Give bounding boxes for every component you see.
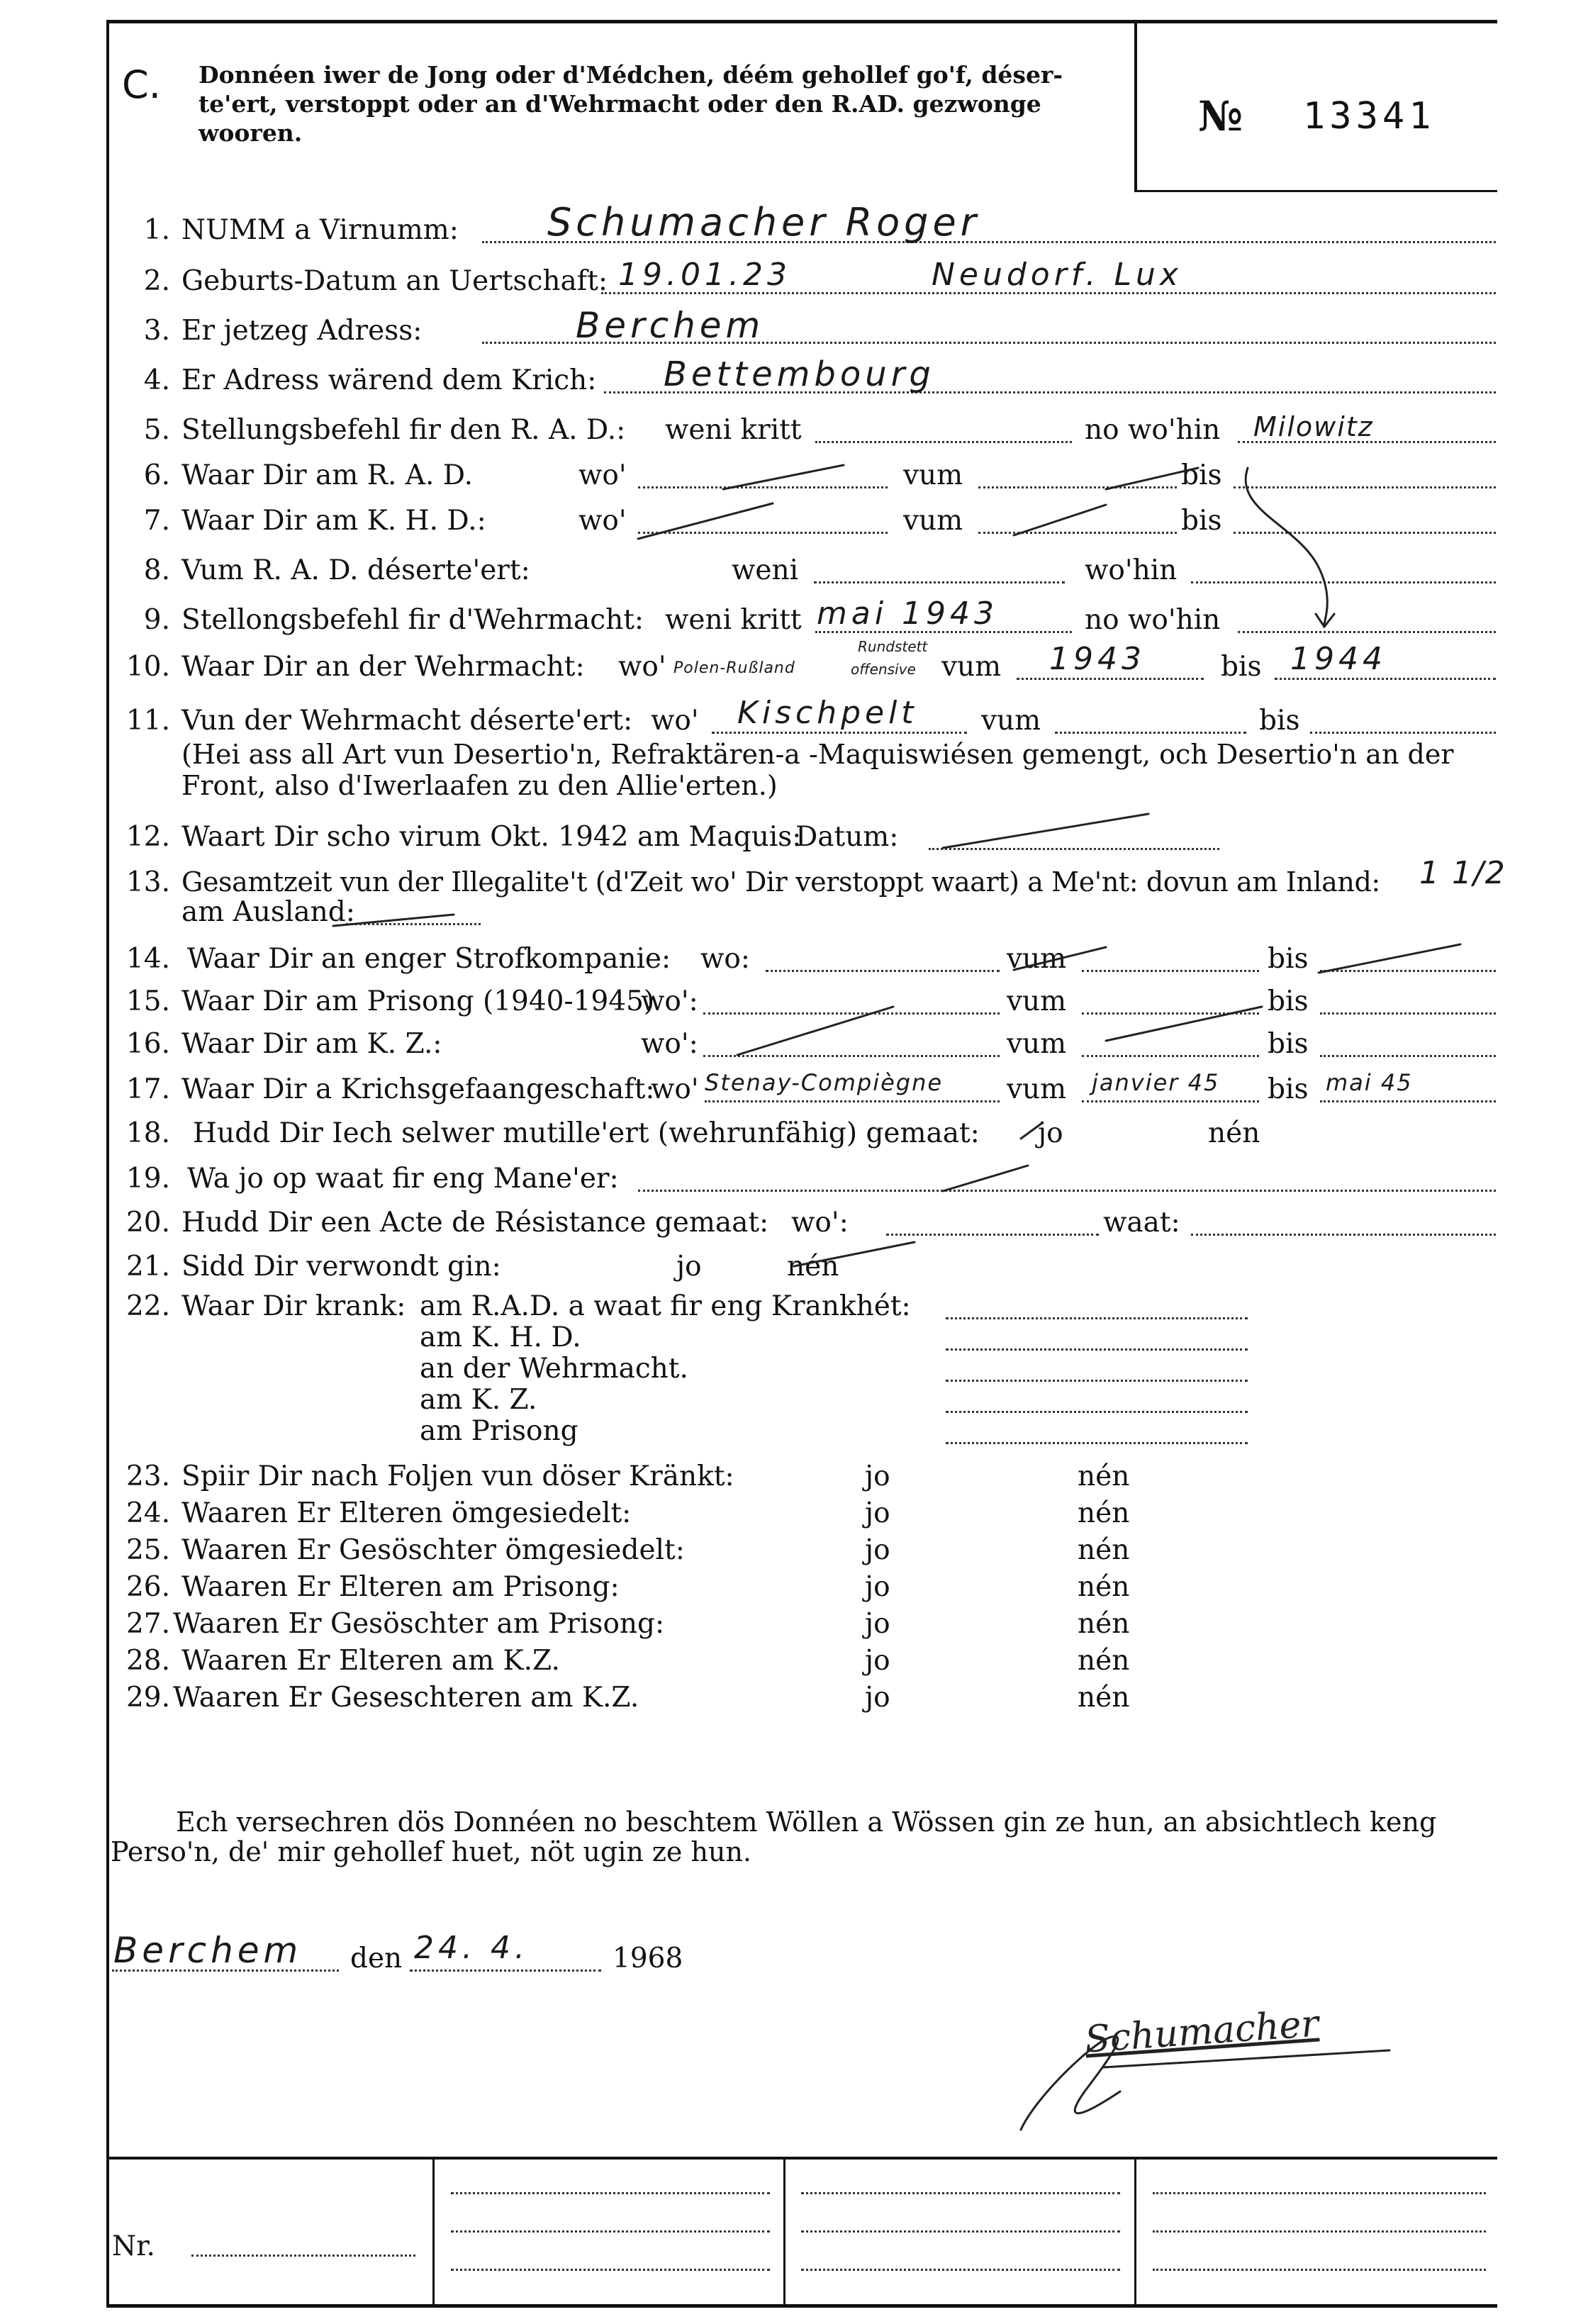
field-16-label: Waar Dir am K. Z.: xyxy=(181,1028,442,1060)
field-13-label: Gesamtzeit vun der Illegalite't (d'Zeit wo' Dir verstoppt waart) a Me'nt: dovun am Inland: xyxy=(181,866,1380,898)
field-6-bis: bis xyxy=(1181,459,1222,491)
field-9-weni: weni kritt xyxy=(665,604,802,636)
yesno-label: Waaren Er Elteren am K.Z. xyxy=(181,1645,560,1677)
field-22-sub-2: am K. H. D. xyxy=(420,1322,581,1353)
field-19-number: 19. xyxy=(125,1163,170,1195)
field-9-no-wohin: no wo'hin xyxy=(1085,604,1221,636)
declaration-line-2: Perso'n, de' mir gehollef huet, nöt ugin ze hun. xyxy=(111,1836,752,1867)
field-5-label: Stellungsbefehl fir den R. A. D.: xyxy=(181,414,626,446)
strike-mark xyxy=(1014,947,1106,970)
yesno-label: Waaren Er Elteren am Prisong: xyxy=(181,1571,620,1603)
header-title-line-2: te'ert, verstoppt oder an d'Wehrmacht oder den R.AD. gezwonge xyxy=(198,90,1041,118)
strike-mark xyxy=(1319,944,1460,973)
field-10-place: Polen-Rußland xyxy=(673,659,795,677)
field-8-weni: weni xyxy=(732,554,799,586)
footer-nr-label: Nr. xyxy=(112,2230,155,2262)
field-7-vum: vum xyxy=(903,505,963,537)
field-9-number: 9. xyxy=(143,604,170,636)
field-17-wo: wo' xyxy=(651,1073,699,1105)
field-11-value: Kischpelt xyxy=(737,695,918,731)
den-label: den xyxy=(350,1943,403,1974)
field-8-wohin: wo'hin xyxy=(1085,554,1178,586)
field-14-bis: bis xyxy=(1268,943,1309,975)
field-17-place: Stenay-Compiègne xyxy=(705,1069,944,1096)
field-20-wo: wo': xyxy=(791,1207,849,1239)
field-15-number: 15. xyxy=(125,985,170,1017)
field-6-number: 6. xyxy=(143,459,170,491)
field-14-number: 14. xyxy=(125,943,170,975)
field-16-vum: vum xyxy=(1007,1028,1067,1060)
field-19-label: Wa jo op waat fir eng Mane'er: xyxy=(187,1163,619,1195)
field-11-number: 11. xyxy=(125,705,170,737)
field-22-label: Waar Dir krank: xyxy=(181,1290,406,1322)
strike-mark xyxy=(1106,1007,1262,1041)
declaration-line-1: Ech versechren dös Donnéen no beschtem Wöllen a Wössen gin ze hun, an absichtlech keng xyxy=(176,1806,1437,1838)
yesno-nen: nén xyxy=(1078,1460,1130,1492)
field-21-number: 21. xyxy=(125,1251,170,1283)
field-20-label: Hudd Dir een Acte de Résistance gemaat: xyxy=(181,1207,769,1239)
strike-mark xyxy=(943,814,1148,848)
field-13-label-2: am Ausland: xyxy=(181,896,355,928)
yesno-label: Waaren Er Elteren ömgesiedelt: xyxy=(181,1497,632,1529)
field-9-label: Stellongsbefehl fir d'Wehrmacht: xyxy=(181,604,644,636)
yesno-number: 25. xyxy=(125,1534,170,1566)
field-11-wo: wo' xyxy=(651,705,699,737)
field-11-note-line-2: Front, also d'Iwerlaafen zu den Allie'erten.) xyxy=(181,770,778,801)
field-10-number: 10. xyxy=(125,651,170,683)
field-9-value: mai 1943 xyxy=(817,596,999,632)
strike-mark xyxy=(1246,468,1327,624)
yesno-number: 26. xyxy=(125,1571,170,1603)
field-21-nen: nén xyxy=(787,1251,839,1283)
strike-mark xyxy=(638,503,773,539)
field-16-number: 16. xyxy=(125,1028,170,1060)
field-6-label: Waar Dir am R. A. D. xyxy=(181,459,474,491)
field-6-wo: wo' xyxy=(578,459,627,491)
field-16-bis: bis xyxy=(1268,1028,1309,1060)
strike-mark xyxy=(1021,1123,1042,1139)
field-18-number: 18. xyxy=(125,1117,170,1149)
field-10-to: 1944 xyxy=(1290,641,1387,677)
header-title-line-3: wooren. xyxy=(198,119,303,147)
field-15-vum: vum xyxy=(1007,985,1067,1017)
yesno-number: 23. xyxy=(125,1460,170,1492)
field-2-date: 19.01.23 xyxy=(618,257,791,293)
signature: Schumacher xyxy=(1083,2002,1320,2062)
field-17-number: 17. xyxy=(125,1073,170,1105)
field-11-note-line-1: (Hei ass all Art vun Desertio'n, Refraktären-a -Maquiswiésen gemengt, och Desertio'n an der xyxy=(181,739,1454,770)
field-14-vum: vum xyxy=(1007,943,1067,975)
field-1-label: NUMM a Virnumm: xyxy=(181,214,459,246)
field-10-bis: bis xyxy=(1221,651,1262,683)
field-8-number: 8. xyxy=(143,554,170,586)
field-1-value: Schumacher Roger xyxy=(547,200,980,245)
field-22-number: 22. xyxy=(125,1290,170,1322)
field-11-vum: vum xyxy=(981,705,1041,737)
yesno-jo: jo xyxy=(865,1645,890,1677)
signed-date: 24. 4. xyxy=(414,1930,529,1966)
field-17-to: mai 45 xyxy=(1326,1069,1413,1096)
yesno-jo: jo xyxy=(865,1460,890,1492)
field-17-vum: vum xyxy=(1007,1073,1067,1105)
strike-mark xyxy=(737,1007,893,1055)
field-12-label: Waart Dir scho virum Okt. 1942 am Maquis: xyxy=(181,821,802,853)
strike-mark xyxy=(943,1166,1028,1191)
yesno-nen: nén xyxy=(1078,1497,1130,1529)
field-4-value: Bettembourg xyxy=(664,354,935,394)
field-21-label: Sidd Dir verwondt gin: xyxy=(181,1251,501,1283)
field-16-wo: wo': xyxy=(641,1028,698,1060)
strike-mark xyxy=(1106,468,1198,489)
field-12-number: 12. xyxy=(125,821,170,853)
field-8-label: Vum R. A. D. déserte'ert: xyxy=(181,554,530,586)
field-5-number: 5. xyxy=(143,414,170,446)
field-4-number: 4. xyxy=(143,364,170,396)
strike-mark xyxy=(333,915,454,926)
field-18-jo: jo xyxy=(1038,1117,1063,1149)
form-number: 13341 xyxy=(1303,95,1436,138)
field-3-number: 3. xyxy=(143,315,170,347)
yesno-label: Waaren Er Gesöschter am Prisong: xyxy=(173,1608,665,1640)
field-22-sub-1: am R.A.D. a waat fir eng Krankhét: xyxy=(420,1290,911,1322)
field-15-label: Waar Dir am Prisong (1940-1945) xyxy=(181,985,655,1017)
yesno-number: 27. xyxy=(125,1608,170,1640)
yesno-number: 29. xyxy=(125,1682,170,1714)
number-sign: № xyxy=(1198,92,1243,140)
signed-place: Berchem xyxy=(113,1930,303,1971)
yesno-nen: nén xyxy=(1078,1571,1130,1603)
field-11-label: Vun der Wehrmacht déserte'ert: xyxy=(181,705,633,737)
yesno-number: 28. xyxy=(125,1645,170,1677)
field-10-vum: vum xyxy=(941,651,1002,683)
yesno-number: 24. xyxy=(125,1497,170,1529)
field-10-note-2: offensive xyxy=(851,661,916,678)
field-5-no-wohin: no wo'hin xyxy=(1085,414,1221,446)
signed-year: 1968 xyxy=(613,1943,683,1974)
field-10-note-1: Rundstett xyxy=(858,638,928,655)
field-11-bis: bis xyxy=(1259,705,1300,737)
signature-flourish xyxy=(1021,2036,1120,2130)
field-20-number: 20. xyxy=(125,1207,170,1239)
yesno-label: Waaren Er Gesöschter ömgesiedelt: xyxy=(181,1534,685,1566)
field-5-weni: weni kritt xyxy=(665,414,802,446)
yesno-jo: jo xyxy=(865,1497,890,1529)
field-4-label: Er Adress wärend dem Krich: xyxy=(181,364,597,396)
field-20-waat: waat: xyxy=(1103,1207,1180,1239)
field-2-label: Geburts-Datum an Uertschaft: xyxy=(181,265,608,297)
field-7-number: 7. xyxy=(143,505,170,537)
yesno-jo: jo xyxy=(865,1571,890,1603)
field-12-datum: Datum: xyxy=(795,821,899,853)
field-10-from: 1943 xyxy=(1049,641,1146,677)
field-15-wo: wo': xyxy=(641,985,698,1017)
strike-mark xyxy=(723,465,844,489)
field-6-vum: vum xyxy=(903,459,963,491)
field-2-place: Neudorf. Lux xyxy=(932,257,1182,293)
field-21-jo: jo xyxy=(676,1251,702,1283)
field-13-value: 1 1/2 xyxy=(1419,855,1506,891)
field-7-bis: bis xyxy=(1181,505,1222,537)
field-1-number: 1. xyxy=(143,214,170,246)
field-7-wo: wo' xyxy=(578,505,627,537)
yesno-jo: jo xyxy=(865,1608,890,1640)
field-14-label: Waar Dir an enger Strofkompanie: xyxy=(187,943,671,975)
yesno-nen: nén xyxy=(1078,1645,1130,1677)
field-22-sub-3: an der Wehrmacht. xyxy=(420,1353,688,1385)
yesno-jo: jo xyxy=(865,1682,890,1714)
field-22-sub-5: am Prisong xyxy=(420,1415,578,1447)
yesno-nen: nén xyxy=(1078,1682,1130,1714)
field-15-bis: bis xyxy=(1268,985,1309,1017)
field-7-label: Waar Dir am K. H. D.: xyxy=(181,505,486,537)
strike-mark xyxy=(1014,505,1106,535)
field-3-value: Berchem xyxy=(576,305,765,346)
field-13-number: 13. xyxy=(125,866,170,898)
field-17-label: Waar Dir a Krichsgefaangeschaft: xyxy=(181,1073,655,1105)
field-2-number: 2. xyxy=(143,265,170,297)
field-10-wo: wo' xyxy=(618,651,666,683)
field-14-wo: wo: xyxy=(700,943,751,975)
yesno-label: Spiir Dir nach Foljen vun döser Kränkt: xyxy=(181,1460,734,1492)
field-17-from: janvier 45 xyxy=(1092,1069,1220,1096)
header-title-line-1: Donnéen iwer de Jong oder d'Médchen, déém gehollef go'f, déser- xyxy=(198,61,1063,89)
yesno-nen: nén xyxy=(1078,1534,1130,1566)
field-5-value: Milowitz xyxy=(1253,411,1374,442)
yesno-nen: nén xyxy=(1078,1608,1130,1640)
section-letter: C. xyxy=(122,62,161,107)
signature-flourish xyxy=(1103,2050,1390,2067)
strike-mark xyxy=(794,1242,915,1266)
field-17-bis: bis xyxy=(1268,1073,1309,1105)
field-10-label: Waar Dir an der Wehrmacht: xyxy=(181,651,585,683)
field-22-sub-4: am K. Z. xyxy=(420,1384,537,1416)
yesno-label: Waaren Er Geseschteren am K.Z. xyxy=(173,1682,639,1714)
field-18-nen: nén xyxy=(1208,1117,1260,1149)
field-3-label: Er jetzeg Adress: xyxy=(181,315,423,347)
field-18-label: Hudd Dir Iech selwer mutille'ert (wehrunfähig) gemaat: xyxy=(193,1117,980,1149)
yesno-jo: jo xyxy=(865,1534,890,1566)
